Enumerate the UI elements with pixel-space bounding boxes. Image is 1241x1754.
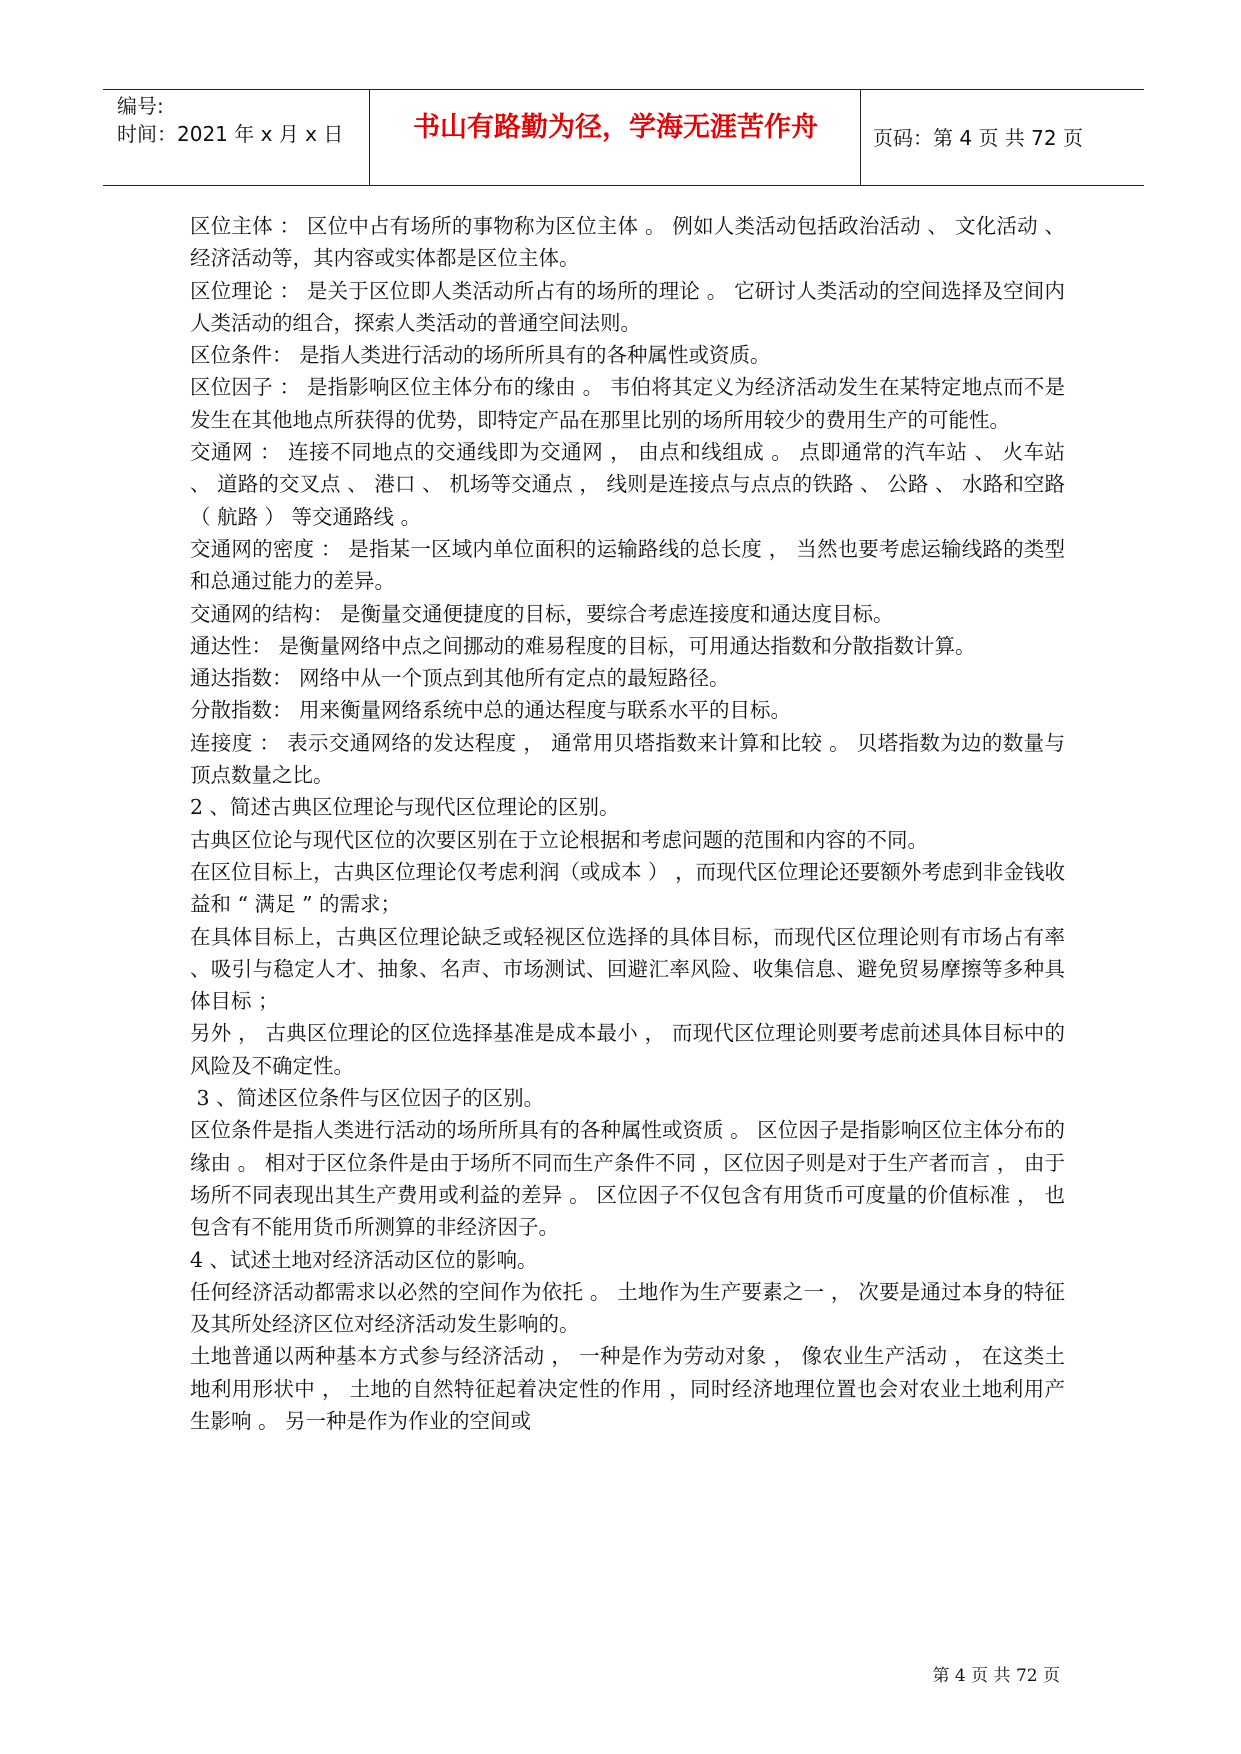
paragraph-q2-intro: 古典区位论与现代区位的次要区别在于立论根据和考虑问题的范围和内容的不同。 [190,827,928,852]
question-2-heading: 2 、简述古典区位理论与现代区位理论的区别。 [190,795,620,820]
paragraph-transport-network: 交通网 ： 连接不同地点的交通线即为交通网 ， 由点和线组成 。 点即通常的汽车站 、 火车站 、 道路的交叉点 、 港口 、 机场等交通点 ， 线则是连接点与点点的铁路 、 公路 、 水路和空路 （ 航路 ） 等交通路线 。 [190,440,1065,529]
question-3-heading: 3 、简述区位条件与区位因子的区别。 [190,1086,545,1111]
page-footer: 第 4 页 共 72 页 [932,1666,1060,1686]
question-4-heading: 4 、试述土地对经济活动区位的影响。 [190,1247,538,1272]
paragraph-location-theory: 区位理论 ： 是关于区位即人类活动所占有的场所的理论 。 它研讨人类活动的空间选择及空间内人类活动的组合，探索人类活动的普通空间法则。 [190,278,1065,335]
header-divider-left [369,90,370,185]
header-meta [117,92,369,148]
number-label: 编号: [117,94,164,118]
time-label: 时间：2021 年 x 月 x 日 [117,122,344,146]
header-page-code: 页码：第 4 页 共 72 页 [873,126,1083,150]
paragraph-dispersion-index: 分散指数： 用来衡量网络系统中总的通达程度与联系水平的目标。 [190,698,792,723]
paragraph-network-density: 交通网的密度 ： 是指某一区域内单位面积的运输路线的总长度 ， 当然也要考虑运输线路的类型和总通过能力的差异。 [190,536,1065,594]
paragraph-q4-intro: 任何经济活动都需求以必然的空间作为依托 。 土地作为生产要素之一 ， 次要是通过本身的特征及其所处经济区位对经济活动发生影响的。 [190,1279,1065,1337]
paragraph-location-conditions: 区位条件： 是指人类进行活动的场所所具有的各种属性或资质。 [190,343,771,368]
paragraph-q2-goal: 在区位目标上，古典区位理论仅考虑利润（或成本 ） ，而现代区位理论还要额外考虑到非金钱收益和 “ 满足 ” 的需求； [190,859,1065,917]
paragraph-q3-answer: 区位条件是指人类进行活动的场所所具有的各种属性或资质 。 区位因子是指影响区位主体分布的缘由 。 相对于区位条件是由于场所不同而生产条件不同 ，区位因子则是对于生产者而言 ， 由于场所不同表现出其生产费用或利益的差异 。 区位因子不仅包含有用货币可度量的价值标准 ， 也包含有不能用货币所测算的非经济因子。 [190,1118,1065,1240]
paragraph-location-factor: 区位因子 ： 是指影响区位主体分布的缘由 。 韦伯将其定义为经济活动发生在某特定地点而不是发生在其他地点所获得的优势，即特定产品在那里比别的场所用较少的费用生产的可能性。 [190,375,1065,432]
paragraph-q4-land-use: 土地普通以两种基本方式参与经济活动 ， 一种是作为劳动对象 ， 像农业生产活动 ， 在这类土地利用形状中 ， 土地的自然特征起着决定性的作用 ，同时经济地理位置也会对农业土地利用产生影响 。 另一种是作为作业的空间或 [190,1344,1065,1433]
header-divider-right [860,90,861,185]
header-motto: 书山有路勤为径，学海无涯苦作舟 [413,112,818,143]
paragraph-accessibility: 通达性： 是衡量网络中点之间挪动的难易程度的目标，可用通达指数和分散指数计算。 [190,633,976,658]
paragraph-location-subject: 区位主体 ： 区位中占有场所的事物称为区位主体 。 例如人类活动包括政治活动 、 文化活动 、 经济活动等，其内容或实体都是区位主体。 [190,214,1065,271]
document-body [190,210,1065,1437]
paragraph-q2-risk: 另外 ， 古典区位理论的区位选择基准是成本最小 ， 而现代区位理论则要考虑前述具体目标中的风险及不确定性。 [190,1021,1065,1078]
page-header [103,89,1144,186]
paragraph-q2-specific-goals: 在具体目标上，古典区位理论缺乏或轻视区位选择的具体目标，而现代区位理论则有市场占有率 、吸引与稳定人才、抽象、名声、市场测试、回避汇率风险、收集信息、避免贸易摩擦等多种具体目标 ； [190,924,1065,1014]
paragraph-accessibility-index: 通达指数： 网络中从一个顶点到其他所有定点的最短路径。 [190,666,730,691]
paragraph-connectivity: 连接度 ： 表示交通网络的发达程度 ， 通常用贝塔指数来计算和比较 。 贝塔指数为边的数量与顶点数量之比。 [190,730,1065,788]
paragraph-network-structure: 交通网的结构： 是衡量交通便捷度的目标，要综合考虑连接度和通达度目标。 [190,601,894,626]
